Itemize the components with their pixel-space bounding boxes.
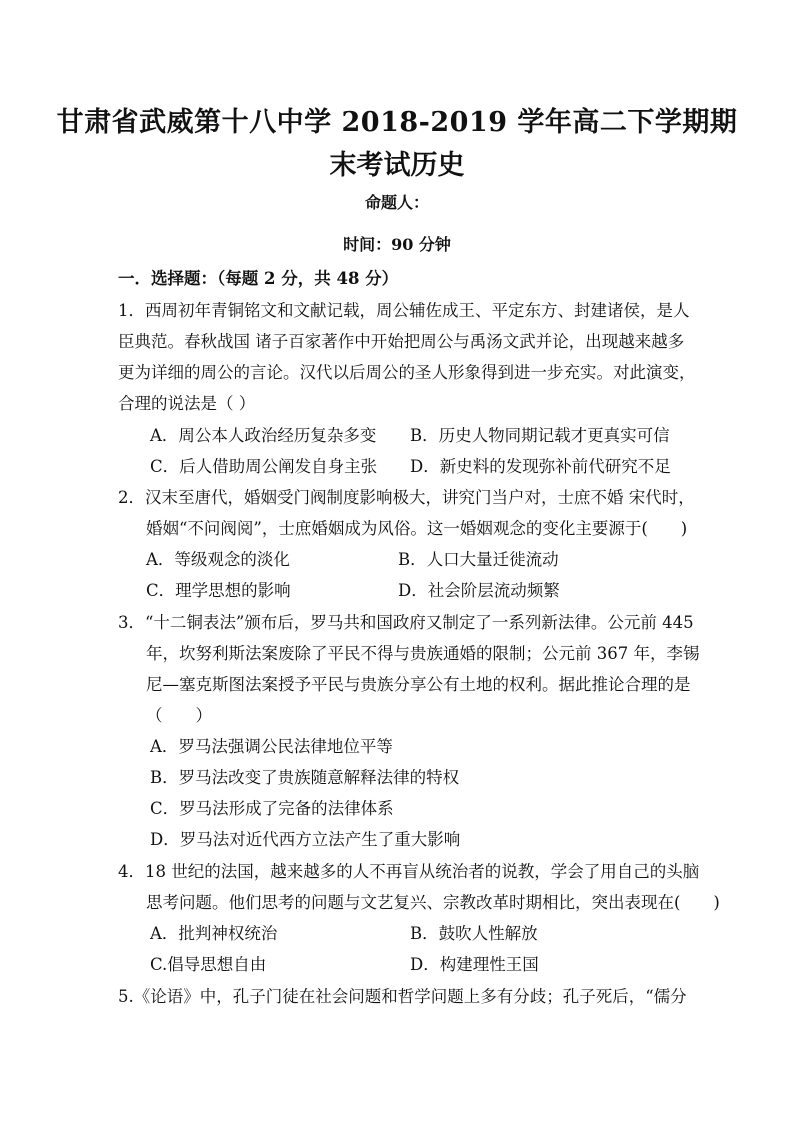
time-label: 时间：90 分钟 <box>343 235 451 254</box>
question-4-option-c: C.倡导思想自由 <box>150 955 267 974</box>
question-1-option-d: D．新史料的发现弥补前代研究不足 <box>410 457 671 476</box>
question-3-line-3: 尼—塞克斯图法案授予平民与贵族分享公有土地的权利。据此推论合理的是 <box>146 675 691 694</box>
exam-title-line1: 甘肃省武威第十八中学 2018-2019 学年高二下学期期 <box>56 107 738 138</box>
question-1-line-3: 更为详细的周公的言论。汉代以后周公的圣人形象得到进一步充实。对此演变， <box>118 363 696 382</box>
question-2-option-c: C．理学思想的影响 <box>146 581 291 600</box>
author-label: 命题人： <box>364 193 429 212</box>
question-5-line-1: 5.《论语》中，孔子门徒在社会问题和哲学问题上多有分歧；孔子死后，“儒分 <box>118 987 687 1006</box>
question-1-option-c: C．后人借助周公阐发自身主张 <box>150 457 378 476</box>
question-4-line-2: 思考问题。他们思考的问题与文艺复兴、宗教改革时期相比，突出表现在( ) <box>146 893 720 912</box>
question-3-option-d: D．罗马法对近代西方立法产生了重大影响 <box>150 830 461 849</box>
question-3-line-1: 3．“十二铜表法”颁布后，罗马共和国政府又制定了一系列新法律。公元前 445 <box>118 613 694 632</box>
question-1-line-4: 合理的说法是（ ） <box>118 394 256 413</box>
section-heading: 一．选择题：（每题 2 分，共 48 分） <box>118 269 399 288</box>
question-4-option-b: B．鼓吹人性解放 <box>410 924 538 943</box>
exam-title-line2: 末考试历史 <box>329 150 465 181</box>
question-2-line-1: 2．汉末至唐代，婚姻受门阀制度影响极大，讲究门当户对，士庶不婚 宋代时， <box>118 488 695 507</box>
question-2-option-a: A．等级观念的淡化 <box>146 550 290 569</box>
question-2-option-b: B．人口大量迁徙流动 <box>398 550 559 569</box>
question-4-line-1: 4．18 世纪的法国，越来越多的人不再盲从统治者的说教，学会了用自己的头脑 <box>118 862 700 881</box>
question-1-line-1: 1．西周初年青铜铭文和文献记载，周公辅佐成王、平定东方、封建诸侯，是人 <box>118 301 690 320</box>
question-1-option-a: A．周公本人政治经历复杂多变 <box>150 426 377 445</box>
question-3-option-a: A．罗马法强调公民法律地位平等 <box>150 737 393 756</box>
question-3-line-4: （ ） <box>146 706 212 725</box>
question-1-option-b: B．历史人物同期记载才更真实可信 <box>410 426 670 445</box>
question-2-line-2: 婚姻“不问阀阅”，士庶婚姻成为风俗。这一婚姻观念的变化主要源于( ) <box>146 519 688 538</box>
question-3-line-2: 年，坎努利斯法案废除了平民不得与贵族通婚的限制；公元前 367 年，李锡 <box>146 644 700 663</box>
question-1-line-2: 臣典范。春秋战国 诸子百家著作中开始把周公与禹汤文武并论，出现越来越多 <box>118 332 685 351</box>
question-2-option-d: D．社会阶层流动频繁 <box>398 581 560 600</box>
question-3-option-c: C．罗马法形成了完备的法律体系 <box>150 799 394 818</box>
question-4-option-d: D．构建理性王国 <box>410 955 539 974</box>
question-3-option-b: B．罗马法改变了贵族随意解释法律的特权 <box>150 768 460 787</box>
question-4-option-a: A．批判神权统治 <box>150 924 278 943</box>
